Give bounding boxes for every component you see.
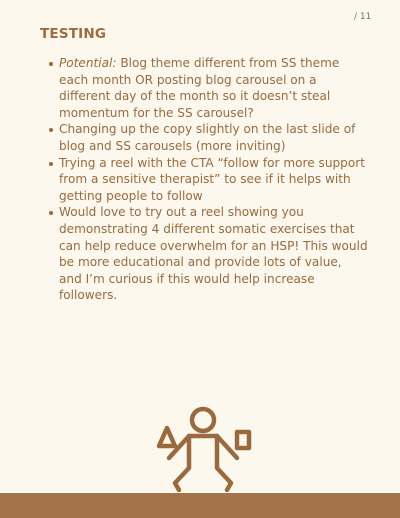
- list-item: [40, 55, 368, 121]
- page-number: / 11: [354, 12, 372, 22]
- bullet-dot: [49, 211, 53, 215]
- footer-bar: [0, 493, 400, 518]
- list-item: [40, 155, 368, 205]
- list-item: [40, 204, 368, 304]
- list-item-text: Trying a reel with the CTA “follow for more support from a sensitive therapist” to see if it helps with getting people to follow: [59, 155, 365, 203]
- bullet-dot: [49, 62, 53, 66]
- list-item-text: Blog theme different from SS theme each month OR posting blog carousel on a different day of the month so it doesn’t steal momentum for the SS carousel?: [59, 56, 340, 120]
- section-heading: TESTING: [40, 26, 107, 42]
- bullet-dot: [49, 162, 53, 166]
- list-item-text: Changing up the copy slightly on the last slide of blog and SS carousels (more inviting): [59, 122, 356, 153]
- bullet-dot: [49, 128, 53, 132]
- list-item-lead: Potential:: [59, 56, 117, 70]
- person-balancing-objects-icon: [145, 398, 261, 502]
- list-item-text: Would love to try out a reel showing you demonstrating 4 different somatic exercises that can help reduce overwhelm for an HSP! This would be more educational and provide lots of value, and I’m curious if this would help increase followers.: [59, 205, 368, 303]
- list-item: [40, 121, 368, 154]
- bullet-list: [40, 55, 368, 304]
